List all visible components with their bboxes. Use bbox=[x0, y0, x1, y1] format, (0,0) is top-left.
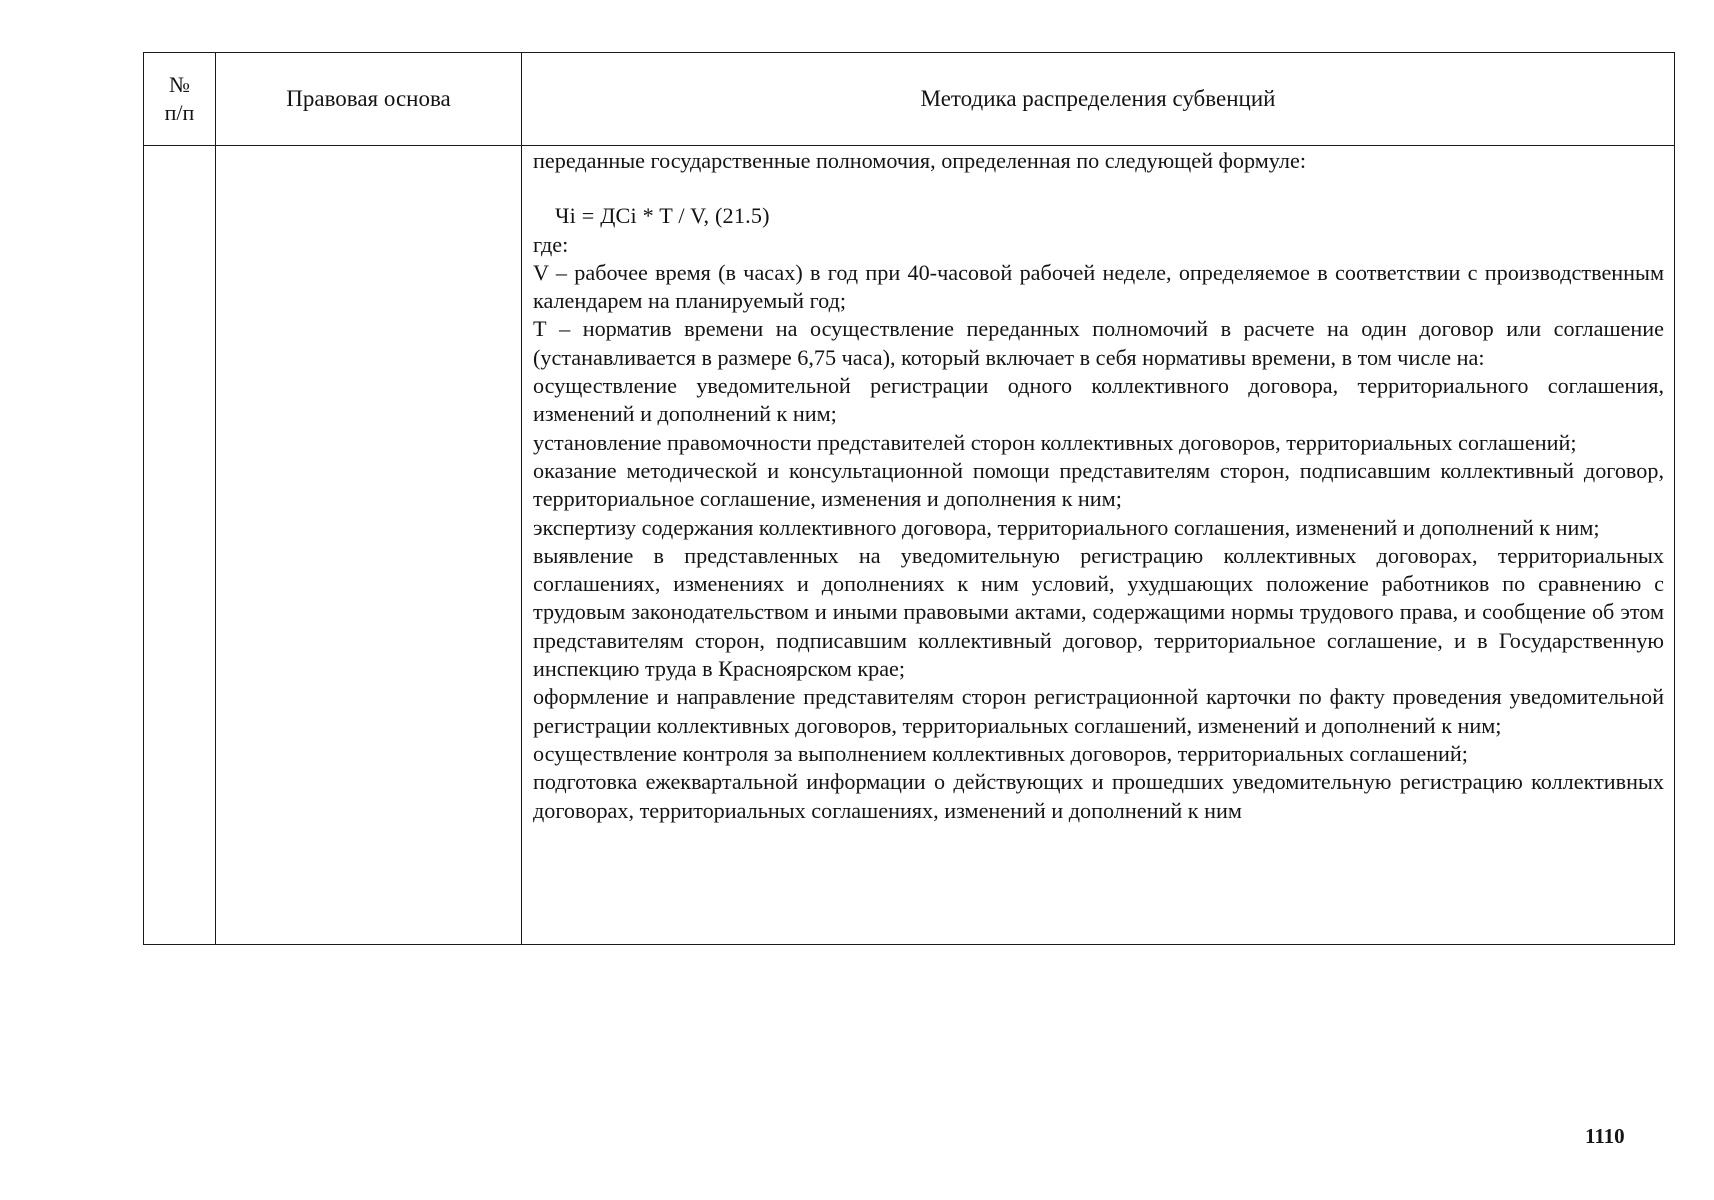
methodology-paragraph: установление правомочности представителей сторон коллективных договоров, территориальных соглашений; bbox=[533, 429, 1577, 455]
methodology-paragraph: выявление в представленных на уведомительную регистрацию коллективных договорах, территориальных соглашениях, изменениях и дополнениях к ним условий, ухудшающих положение работников по сравнению с трудовым законодательством и иными правовыми актами, содержащими нормы трудового права, и сообщение об этом представителям сторон, подписавшим коллективный договор, территориальное соглашение, и в Государственную инспекцию труда в Красноярском крае; bbox=[533, 542, 1664, 682]
methodology-paragraph: Т – норматив времени на осуществление переданных полномочий в расчете на один договор или соглашение (устанавливается в размере 6,75 часа), который включает в себя нормативы времени, в том числе на: bbox=[533, 316, 1664, 370]
methodology-paragraph: подготовка ежеквартальной информации о действующих и прошедших уведомительную регистрацию коллективных договорах, территориальных соглашениях, изменений и дополнений к ним bbox=[533, 769, 1664, 823]
row-legal-basis-cell bbox=[216, 146, 522, 945]
header-legal-basis: Правовая основа bbox=[216, 53, 522, 146]
row-number-cell bbox=[144, 146, 216, 945]
header-methodology: Методика распределения субвенций bbox=[522, 53, 1675, 146]
page-number: 1110 bbox=[1585, 1124, 1625, 1148]
header-number bbox=[144, 53, 216, 146]
header-number-sign: № bbox=[169, 72, 190, 97]
header-number-pp: п/п bbox=[164, 100, 195, 125]
methodology-paragraph: осуществление уведомительной регистрации одного коллективного договора, территориального соглашения, изменений и дополнений к ним; bbox=[533, 373, 1664, 427]
table-header-row bbox=[144, 53, 1675, 146]
methodology-paragraph: оформление и направление представителям сторон регистрационной карточки по факту проведения уведомительной регистрации коллективных договоров, территориальных соглашений, изменений и дополнений к ним; bbox=[533, 684, 1664, 738]
subvention-table bbox=[143, 52, 1675, 945]
methodology-paragraph: экспертизу содержания коллективного договора, территориального соглашения, изменений и дополнений к ним; bbox=[533, 514, 1600, 540]
where-label: где: bbox=[533, 231, 569, 257]
methodology-intro: переданные государственные полномочия, определенная по следующей формуле: bbox=[533, 148, 1306, 173]
formula: Чi = ДСi * T / V, (21.5) bbox=[555, 203, 770, 229]
row-methodology-cell bbox=[522, 146, 1675, 945]
table-row bbox=[144, 146, 1675, 945]
methodology-paragraph: осуществление контроля за выполнением коллективных договоров, территориальных соглашений; bbox=[533, 740, 1468, 766]
methodology-paragraph: V – рабочее время (в часах) в год при 40-часовой рабочей неделе, определяемое в соответствии с производственным календарем на планируемый год; bbox=[533, 259, 1664, 314]
methodology-paragraph: оказание методической и консультационной помощи представителям сторон, подписавшим коллективный договор, территориальное соглашение, изменения и дополнения к ним; bbox=[533, 457, 1664, 512]
